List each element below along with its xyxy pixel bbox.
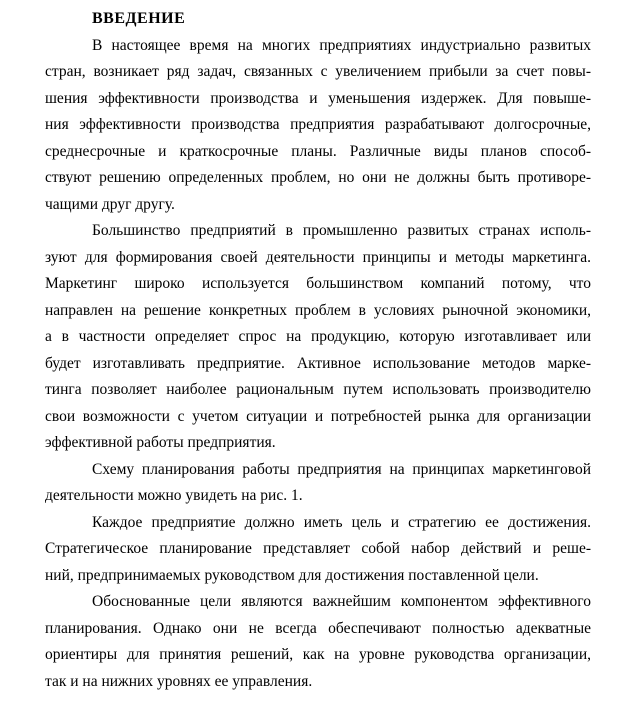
text-line: Каждое предприятие должно иметь цель и стратегию ее достижения. xyxy=(92,513,591,531)
text-line: деятельности можно увидеть на рис. 1. xyxy=(45,487,303,504)
text-line: В настоящее время на многих предприятиях индустриально развитых xyxy=(92,36,591,54)
text-line: Маркетинг широко используется большинством компаний потому, что xyxy=(45,275,591,292)
paragraph xyxy=(45,218,591,457)
text-line: так и на нижних уровнях ее управления. xyxy=(45,672,313,690)
text-line: тинга позволяет наиболее рациональным путем использовать производителю xyxy=(45,381,591,398)
paragraph xyxy=(45,510,591,590)
text-line: ния эффективности производства предприятия разрабатывают долгосрочные, xyxy=(45,116,591,133)
text-line: Стратегическое планирование представляет собой набор действий и реше- xyxy=(45,540,591,557)
text-line: Схему планирования работы предприятия на принципах маркетинговой xyxy=(92,460,591,478)
text-line: ствуют решению определенных проблем, но они не должны быть противоре- xyxy=(45,169,591,186)
text-line: планирования. Однако они не всегда обеспечивают полностью адекватные xyxy=(45,619,591,637)
text-line: чащими друг другу. xyxy=(45,195,175,213)
text-line: зуют для формирования своей деятельности принципы и методы маркетинга. xyxy=(45,248,591,266)
paragraph xyxy=(45,33,591,219)
paragraph xyxy=(45,589,591,695)
text-line: ний, предпринимаемых руководством для достижения поставленной цели. xyxy=(45,566,539,584)
text-line: направлен на решение конкретных проблем в условиях рыночной экономики, xyxy=(45,301,591,319)
text-line: будет изготавливать предприятие. Активное использование методов марке- xyxy=(45,354,591,372)
paragraph xyxy=(45,457,591,510)
text-line: свои возможности с учетом ситуации и потребностей рынка для организации xyxy=(45,407,591,425)
text-line: а в частности определяет спрос на продукцию, которую изготавливает или xyxy=(45,328,591,345)
text-line: среднесрочные и краткосрочные планы. Различные виды планов способ- xyxy=(45,142,591,160)
text-line: Большинство предприятий в промышленно развитых странах исполь- xyxy=(92,222,591,239)
text-line: шения эффективности производства и уменьшения издержек. Для повыше- xyxy=(45,89,591,107)
document-title: ВВЕДЕНИЕ xyxy=(92,10,186,27)
text-line: ориентиры для принятия решений, как на уровне руководства организации, xyxy=(45,646,591,663)
paragraphs xyxy=(45,33,591,696)
text-line: эффективной работы предприятия. xyxy=(45,434,276,451)
text-line: Обоснованные цели являются важнейшим компонентом эффективного xyxy=(92,593,591,610)
text-line: стран, возникает ряд задач, связанных с увеличением прибыли за счет повы- xyxy=(45,63,591,80)
